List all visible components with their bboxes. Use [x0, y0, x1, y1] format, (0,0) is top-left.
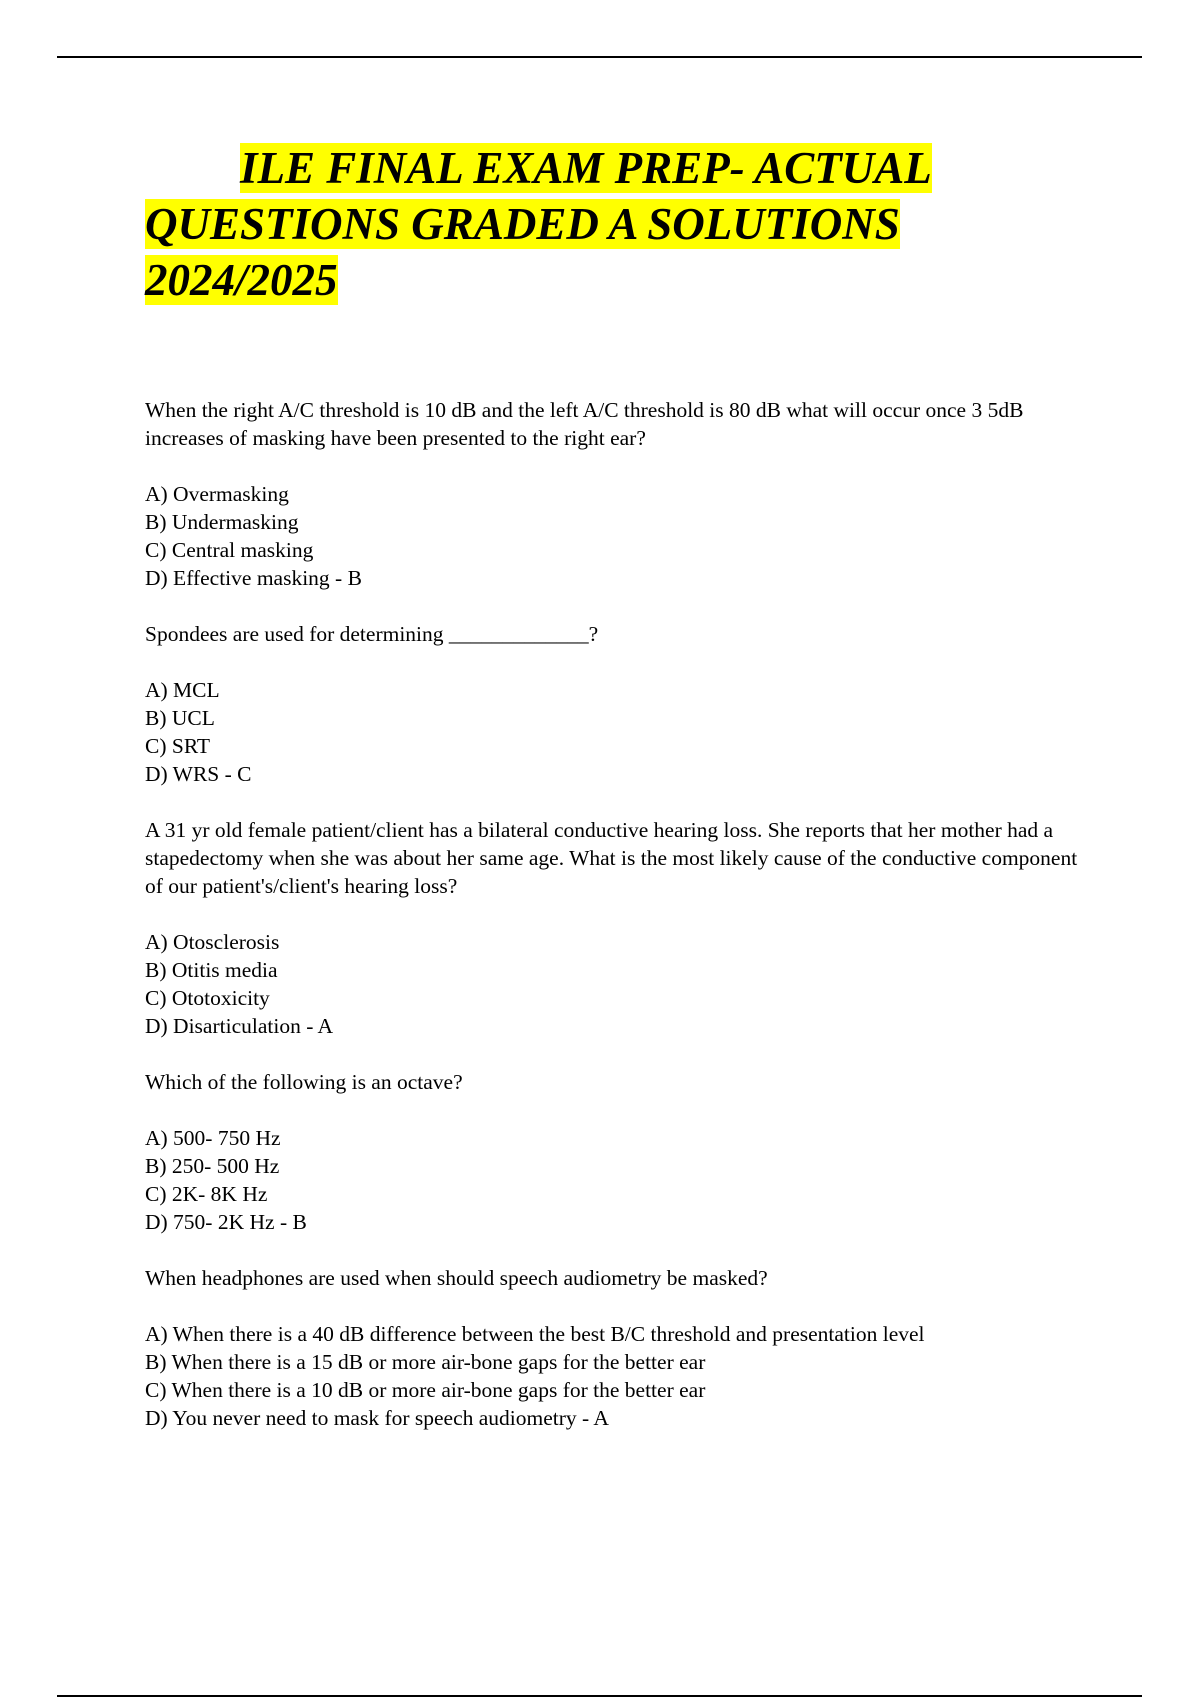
question-text: Spondees are used for determining _____________?: [145, 622, 599, 646]
answer-option: D) Disarticulation - A: [145, 1014, 334, 1038]
answer-option: C) SRT: [145, 734, 211, 758]
answer-option: A) Overmasking: [145, 482, 289, 506]
question-list: [145, 396, 1085, 1460]
question-block: [145, 620, 1085, 788]
answer-option: A) 500- 750 Hz: [145, 1126, 281, 1150]
question-text: A 31 yr old female patient/client has a bilateral conductive hearing loss. She reports that her mother had a stapedectomy when she was about her same age. What is the most likely cause of the conductive component of our patient's/client's hearing loss?: [145, 818, 1078, 898]
question-text: When the right A/C threshold is 10 dB and the left A/C threshold is 80 dB what will occur once 3 5dB increases of masking have been presented to the right ear?: [145, 398, 1024, 450]
question-text: When headphones are used when should speech audiometry be masked?: [145, 1266, 768, 1290]
answer-option: C) 2K- 8K Hz: [145, 1182, 268, 1206]
answer-option: A) MCL: [145, 678, 220, 702]
answer-option: D) You never need to mask for speech audiometry - A: [145, 1406, 609, 1430]
answer-option: C) Central masking: [145, 538, 314, 562]
answer-options: [145, 928, 1085, 1040]
title-highlight: ILE FINAL EXAM PREP- ACTUAL QUESTIONS GRADED A SOLUTIONS 2024/2025: [145, 143, 932, 305]
answer-option: D) 750- 2K Hz - B: [145, 1210, 307, 1234]
question-block: [145, 1068, 1085, 1236]
answer-options: [145, 1320, 1085, 1432]
question-block: [145, 1264, 1085, 1432]
answer-option: B) When there is a 15 dB or more air-bone gaps for the better ear: [145, 1350, 706, 1374]
bottom-divider: [57, 1695, 1142, 1697]
question-block: [145, 816, 1085, 1040]
answer-option: B) 250- 500 Hz: [145, 1154, 280, 1178]
document-title: [145, 140, 1045, 308]
answer-option: C) Ototoxicity: [145, 986, 270, 1010]
top-divider: [57, 56, 1142, 58]
question-text: Which of the following is an octave?: [145, 1070, 463, 1094]
answer-options: [145, 480, 1085, 592]
answer-option: B) UCL: [145, 706, 215, 730]
answer-option: A) When there is a 40 dB difference between the best B/C threshold and presentation level: [145, 1322, 925, 1346]
answer-options: [145, 1124, 1085, 1236]
answer-option: C) When there is a 10 dB or more air-bone gaps for the better ear: [145, 1378, 706, 1402]
question-block: [145, 396, 1085, 592]
answer-option: A) Otosclerosis: [145, 930, 280, 954]
answer-options: [145, 676, 1085, 788]
answer-option: B) Undermasking: [145, 510, 299, 534]
answer-option: D) WRS - C: [145, 762, 252, 786]
answer-option: D) Effective masking - B: [145, 566, 362, 590]
answer-option: B) Otitis media: [145, 958, 278, 982]
